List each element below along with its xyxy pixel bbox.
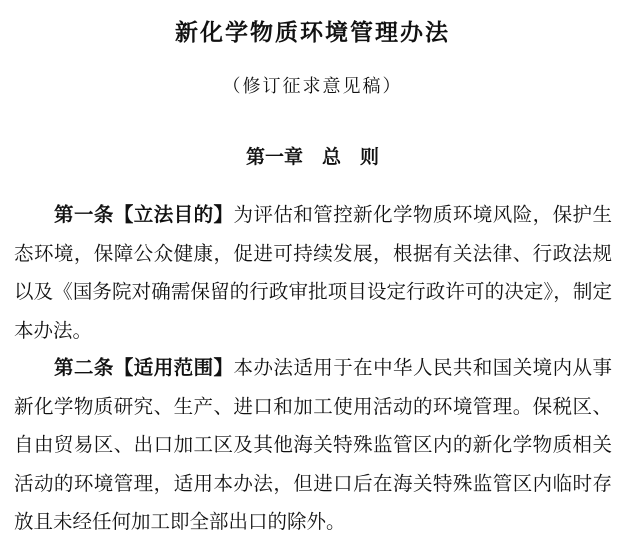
article-1-number: 第一条 [54, 203, 114, 226]
document-subtitle: （修订征求意见稿） [222, 76, 403, 97]
article-1-text: 为评估和管控新化学物质环境风险，保护生态环境，保障公众健康，促进可持续发展，根据有关法律、行政法规以及《国务院对确需保留的行政审批项目设定行政许可的决定》，制定本办法。 [14, 203, 612, 342]
article-1 [14, 196, 612, 350]
chapter-heading: 第一章 总 则 [245, 146, 379, 168]
article-2-number: 第二条 [54, 356, 114, 379]
article-2 [14, 349, 612, 542]
document-title: 新化学物质环境管理办法 [175, 20, 450, 46]
article-1-heading: 【立法目的】 [113, 203, 234, 226]
article-2-heading: 【适用范围】 [113, 356, 234, 379]
article-2-text: 本办法适用于在中华人民共和国关境内从事新化学物质研究、生产、进口和加工使用活动的环境管理。保税区、自由贸易区、出口加工区及其他海关特殊监管区内的新化学物质相关活动的环境管理，适用本办法，但进口后在海关特殊监管区内临时存放且未经任何加工即全部出口的除外。 [14, 356, 612, 533]
